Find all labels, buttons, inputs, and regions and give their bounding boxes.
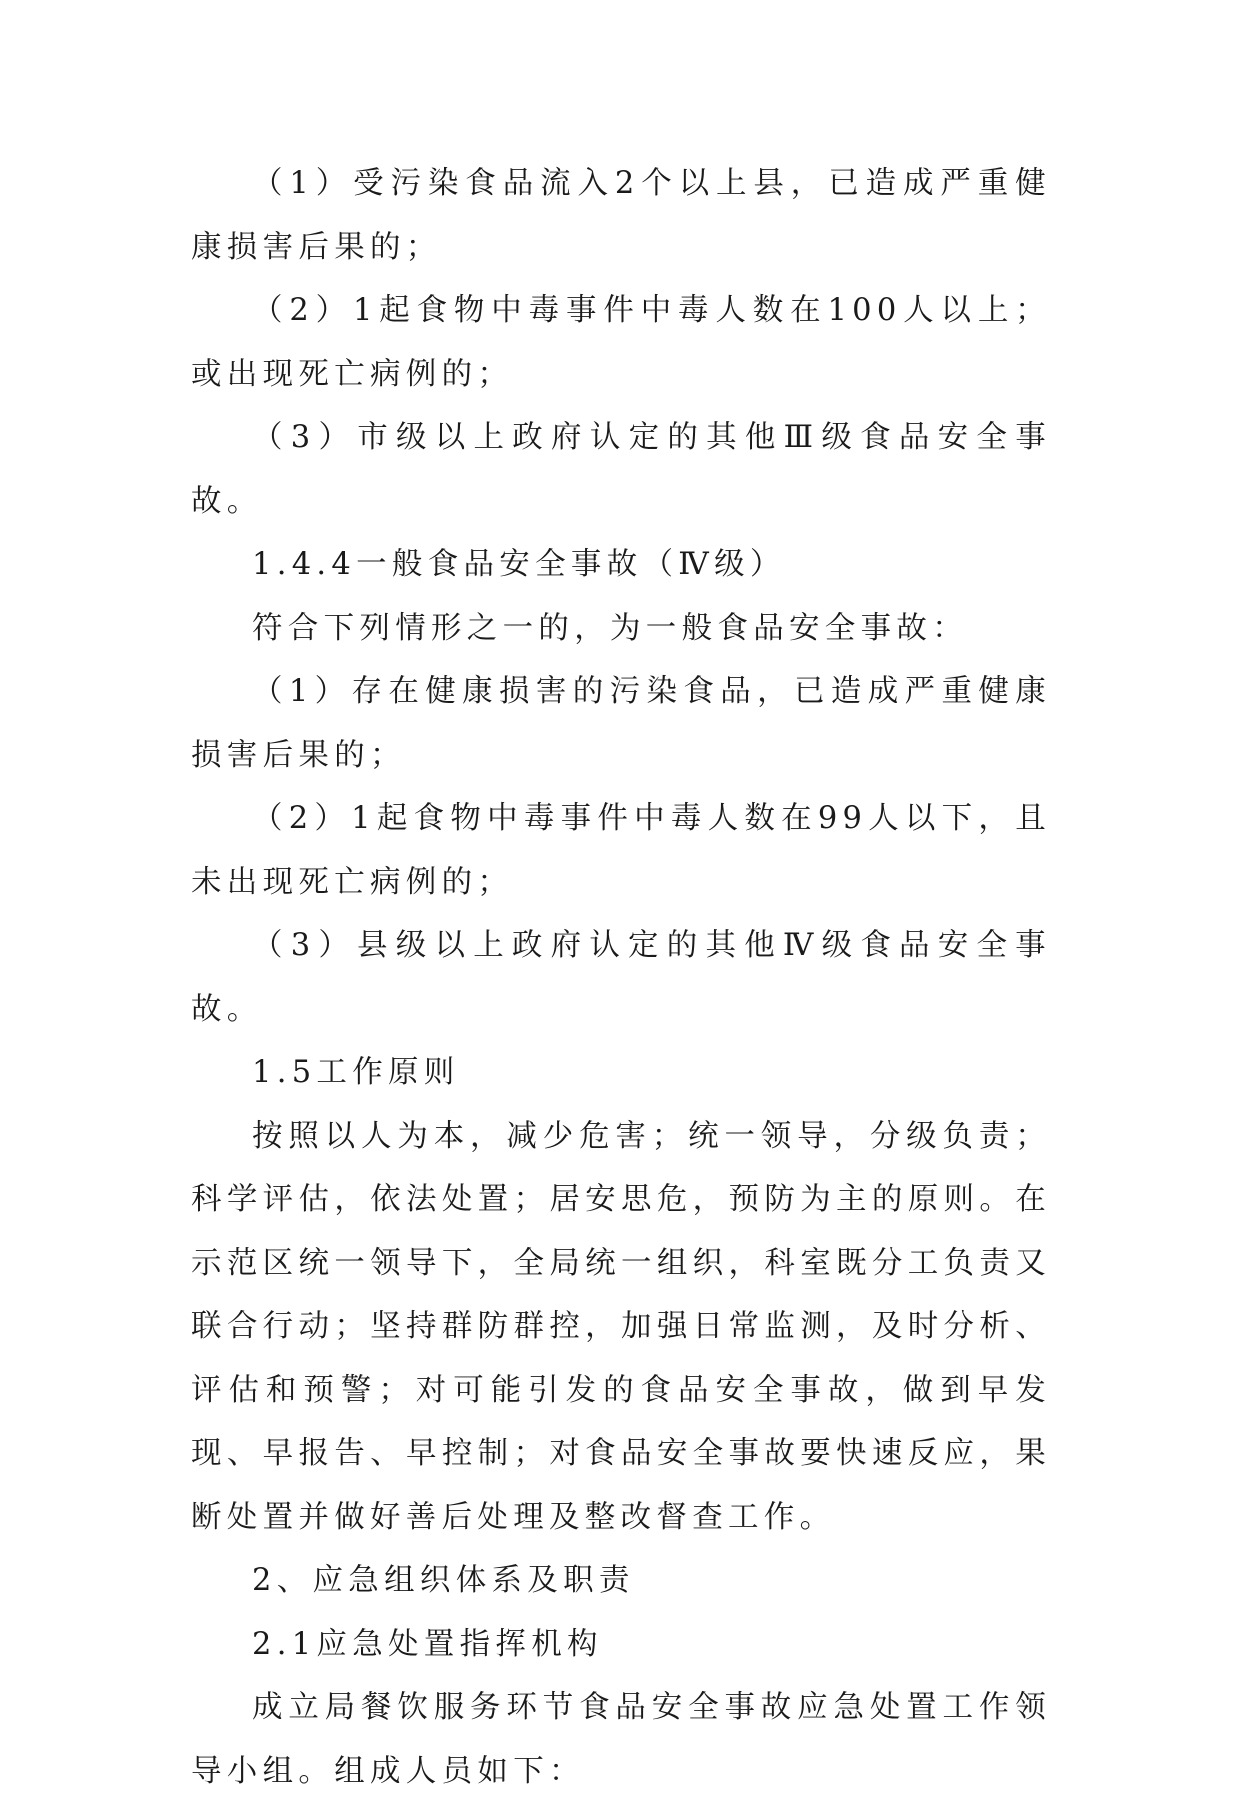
criterion-level4-other: （3）县级以上政府认定的其他Ⅳ级食品安全事故。: [191, 928, 1051, 1027]
criterion-level3-other: （3）市级以上政府认定的其他Ⅲ级食品安全事故。: [191, 420, 1051, 519]
section-heading-2-1: 2.1应急处置指挥机构: [252, 1626, 603, 1662]
working-principles-body: 按照以人为本，减少危害；统一领导，分级负责；科学评估，依法处置；居安思危，预防为主的原则。在示范区统一领导下，全局统一组织，科室既分工负责又联合行动；坚持群防群控，加强日常监测，及时分析、评估和预警；对可能引发的食品安全事故，做到早发现、早报告、早控制；对食品安全事故要快速反应，果断处置并做好善后处理及整改督查工作。: [191, 1118, 1051, 1535]
level4-intro: 符合下列情形之一的，为一般食品安全事故：: [252, 610, 968, 646]
criterion-level3-poisoning-count: （2）1起食物中毒事件中毒人数在100人以上；或出现死亡病例的；: [191, 293, 1051, 392]
leadership-group-intro: 成立局餐饮服务环节食品安全事故应急处置工作领导小组。组成人员如下：: [191, 1690, 1051, 1789]
criterion-level4-poisoning-count: （2）1起食物中毒事件中毒人数在99人以下，且未出现死亡病例的；: [191, 801, 1051, 900]
criterion-level3-contaminated-food: （1）受污染食品流入2个以上县，已造成严重健康损害后果的；: [191, 166, 1051, 265]
section-heading-1-5: 1.5工作原则: [252, 1055, 460, 1090]
section-heading-2: 2、应急组织体系及职责: [252, 1563, 635, 1598]
document-page: [191, 152, 1051, 1803]
criterion-level4-contaminated-food: （1）存在健康损害的污染食品，已造成严重健康损害后果的；: [191, 674, 1051, 773]
section-heading-1-4-4: 1.4.4一般食品安全事故（Ⅳ级）: [252, 547, 786, 582]
